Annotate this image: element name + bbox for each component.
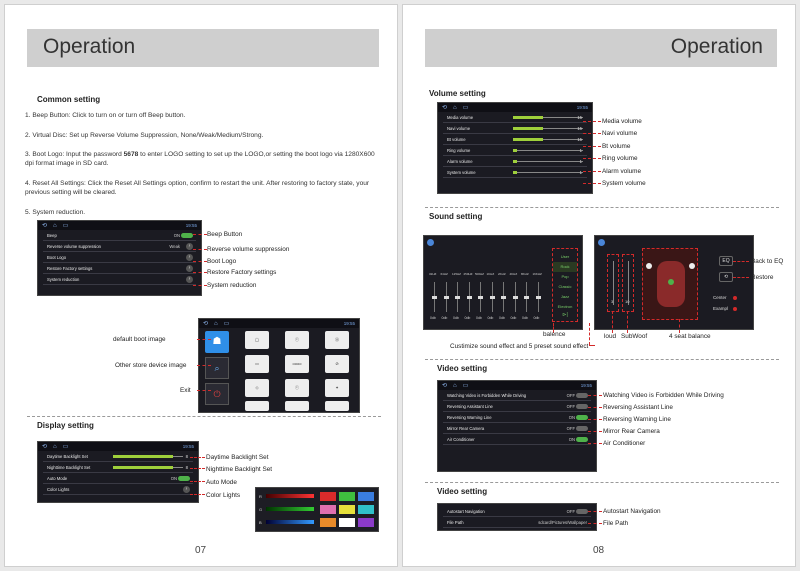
color-swatch[interactable] — [358, 518, 374, 527]
chevron-right-icon: › — [186, 265, 193, 272]
eq-value-label: 0db — [510, 316, 517, 320]
color-swatch[interactable] — [320, 518, 336, 527]
logo-tile[interactable] — [245, 401, 269, 411]
eq-frequency-label: 16KHZ — [532, 272, 542, 276]
logo-tile[interactable] — [325, 401, 349, 411]
red-slider[interactable] — [266, 494, 314, 498]
eq-value-label: 0db — [441, 316, 448, 320]
preset-classic[interactable]: Classic — [558, 284, 572, 289]
row-nighttime-backlight[interactable]: Nighttime Backlight Set 8 — [43, 462, 193, 473]
sound-setting-title: Sound setting — [429, 212, 483, 221]
color-swatch[interactable] — [339, 505, 355, 514]
callout-mirror-camera: Mirror Rear Camera — [603, 428, 660, 435]
loud-slider[interactable]: 3 — [607, 254, 619, 312]
callout-assistant-line: Reversing Assistant Line — [603, 404, 673, 411]
eq-value-label: 0db — [499, 316, 505, 320]
para-boot-logo: 3. Boot Logo: Input the password 5678 to enter LOGO setting to set up the LOGO,or setting the boot logo via 1280X600 dpi format image in SD card. — [25, 151, 375, 167]
row-restore-factory[interactable]: Restore Factory settings › — [43, 263, 196, 274]
preset-electron[interactable]: Electron — [557, 304, 573, 309]
callout-nighttime: Nighttime Backlight Set — [206, 466, 273, 473]
eq-band-knob[interactable] — [501, 296, 506, 299]
callout-default-boot: default boot image — [113, 336, 166, 343]
video-setting-title: Video setting — [437, 364, 488, 373]
center-label[interactable]: Center — [713, 295, 727, 300]
logo-tile[interactable]: ⓥ — [285, 331, 309, 349]
page-title: Operation — [43, 35, 136, 58]
row-color-lights[interactable]: Color Lights › — [43, 484, 193, 495]
callout-color-lights: Color Lights — [206, 492, 241, 499]
color-swatch[interactable] — [320, 505, 336, 514]
row-navi-volume[interactable]: Navi volume 15 — [443, 123, 587, 134]
logo-tile[interactable]: ⓜ — [325, 331, 349, 349]
balance-point-icon — [668, 279, 674, 285]
color-swatch[interactable] — [358, 492, 374, 501]
search-icon[interactable]: ⌕ — [205, 357, 229, 379]
callout-customize: Custimize sound effect and 5 preset sound effect — [450, 343, 589, 350]
callout-media: Media volume — [602, 118, 642, 125]
chevron-right-icon: › — [186, 243, 193, 250]
callout-file-path: File Path — [603, 520, 629, 527]
para-virtual-disc: 2. Virtual Disc: Set up Reverse Volume Suppression, None/Weak/Medium/Strong. — [25, 132, 264, 139]
eq-frequency-label: 64HZ — [440, 272, 448, 276]
callout-subwoofer: SubWoof — [621, 333, 648, 340]
page-title: Operation — [670, 35, 763, 58]
row-watch-video[interactable]: Watching Video is Forbidden While Driving OFF — [443, 390, 591, 401]
eq-band-knob[interactable] — [524, 296, 529, 299]
para-reset: 4. Reset All Settings: Click the Reset All Settings option, confirm to restart the unit. After restoring to factory state, your previous setting will be cleared. — [25, 180, 370, 196]
video-setting-2-title: Video setting — [437, 487, 488, 496]
logo-tile[interactable]: ▭ — [245, 355, 269, 373]
home-icon[interactable] — [598, 239, 605, 246]
logo-tile[interactable]: oooo — [285, 355, 309, 373]
display-settings-screen: ⟲⌂▭ 19:55 Daytime Backlight Set 8 Nighttime Backlight Set 8 Auto Mode ON Color Lights › — [37, 441, 199, 503]
color-swatch[interactable] — [320, 492, 336, 501]
preset-pop[interactable]: Pop — [561, 274, 569, 279]
callout-back-to-eq: Back to EQ — [751, 258, 784, 265]
row-mirror-camera[interactable]: Mirror Rear Camera OFF — [443, 423, 591, 434]
exampl-label[interactable]: Exampl — [713, 306, 729, 311]
eq-frequency-label: 500HZ — [475, 272, 485, 276]
eq-value-label: 0db — [430, 316, 436, 320]
callout-other-store: Other store device image — [115, 362, 187, 369]
eq-value-label: 0db — [522, 316, 528, 320]
logo-tile[interactable]: ◇ — [245, 379, 269, 397]
callout-alarm: Alarm volume — [602, 168, 642, 175]
row-file-path[interactable]: File Path sdcard/Pictures/Wallpaper — [443, 517, 591, 528]
callout-restore: Restore — [751, 274, 774, 281]
android-icon[interactable]: ☗ — [205, 331, 229, 353]
eq-screen — [423, 235, 583, 330]
callout-navi: Navi volume — [602, 130, 638, 137]
row-autostart-nav[interactable]: Autostart Navigation OFF — [443, 506, 591, 517]
callout-watch-video: Watching Video is Forbidden While Driving — [603, 392, 724, 399]
eq-band-knob[interactable] — [455, 296, 460, 299]
eq-frequency-label: 4KHZ — [509, 272, 518, 276]
seat-balance-map[interactable] — [642, 248, 698, 320]
green-slider[interactable] — [266, 507, 314, 511]
chevron-right-icon: › — [183, 486, 190, 493]
eq-value-label: 0db — [533, 316, 540, 320]
chevron-right-icon: › — [186, 254, 193, 261]
callout-balance: balence — [543, 331, 566, 338]
color-lights-screen: R G B — [255, 487, 379, 532]
eq-band-knob[interactable] — [536, 296, 541, 299]
callout-reverse-volume: Reverse volume suppression — [207, 246, 290, 253]
eq-value-label: 0db — [453, 316, 459, 320]
row-bt-volume[interactable]: Bt volume 15 — [443, 134, 587, 145]
callout-seat-balance: 4 seat balance — [669, 333, 711, 340]
boot-logo-screen: ⟲⌂▭ 19:55 ☗ ⌕ ⏻ ◯ ⓥ ⓜ ▭ oooo ⊘ ◇ ⓥ ✦ — [198, 318, 360, 413]
row-warning-line[interactable]: Reversing Warning Line ON — [443, 412, 591, 423]
row-daytime-backlight[interactable]: Daytime Backlight Set 8 — [43, 451, 193, 462]
color-swatch[interactable] — [339, 492, 355, 501]
row-system-reduction[interactable]: System reduction › — [43, 274, 196, 285]
volume-setting-title: Volume setting — [429, 89, 486, 98]
callout-bt: Bt volume — [602, 143, 631, 150]
eq-value-label: 0db — [464, 316, 471, 320]
common-setting-title: Common setting — [37, 95, 101, 104]
eq-frequency-label: 125HZ — [452, 272, 462, 276]
row-air-conditioner[interactable]: Air Conditioner ON — [443, 434, 591, 445]
eq-band-knob[interactable] — [478, 296, 483, 299]
preset-list — [552, 248, 578, 322]
callout-warning-line: Reversing Warning Line — [603, 416, 671, 423]
video-settings-screen: ⟲⌂▭ 19:55 Watching Video is Forbidden While Driving OFF Reversing Assistant Line OFF Reversing Warning Line ON Mirror Rear Camera OFF Air Conditioner ON — [437, 380, 597, 472]
logo-tile[interactable] — [285, 401, 309, 411]
restore-button[interactable]: ⟲ — [719, 272, 733, 282]
preset-rock[interactable]: Rock — [553, 262, 577, 272]
power-icon[interactable]: ⏻ — [205, 383, 229, 405]
row-boot-logo[interactable]: Boot Logo › — [43, 252, 196, 263]
eq-frequency-label: 1KHZ — [486, 272, 495, 276]
logo-tile[interactable]: ⊘ — [325, 355, 349, 373]
display-setting-title: Display setting — [37, 421, 94, 430]
eq-frequency-label: 32HZ — [429, 272, 437, 276]
row-assistant-line[interactable]: Reversing Assistant Line OFF — [443, 401, 591, 412]
eq-value-label: 0db — [476, 316, 482, 320]
logo-tile[interactable]: ◯ — [245, 331, 269, 349]
eq-frequency-label: 250HZ — [463, 272, 473, 276]
row-ring-volume[interactable]: Ring volume 1 — [443, 145, 587, 156]
callout-beep: Beep Button — [207, 231, 243, 238]
subwoofer-slider[interactable]: 10 — [622, 254, 634, 312]
eq-band-knob[interactable] — [432, 296, 437, 299]
row-reverse-volume[interactable]: Reverse volume suppression Weak › — [43, 241, 196, 252]
callout-system-reduction: System reduction — [207, 282, 257, 289]
color-swatch[interactable] — [339, 518, 355, 527]
eq-band-knob[interactable] — [513, 296, 518, 299]
color-swatch[interactable] — [358, 505, 374, 514]
row-alarm-volume[interactable]: Alarm volume 1 — [443, 156, 587, 167]
speaker-icon — [646, 263, 652, 269]
back-to-eq-button[interactable]: EQ — [719, 256, 733, 266]
common-settings-screen: ⟲⌂▭ 19:55 Beep ON Reverse volume suppression Weak › Boot Logo › Restore Factory settings › System reduction › — [37, 220, 202, 296]
balance-screen — [594, 235, 754, 330]
page-08 — [402, 4, 796, 567]
callout-boot-logo: Boot Logo — [207, 258, 237, 265]
row-auto-mode[interactable]: Auto Mode ON — [43, 473, 193, 484]
blue-slider[interactable] — [266, 520, 314, 524]
para-beep: 1. Beep Button: Click to turn on or turn off Beep button. — [25, 112, 186, 119]
eq-value-label: 0db — [487, 316, 494, 320]
eq-band-knob[interactable] — [490, 296, 495, 299]
preset-user[interactable]: User — [560, 254, 570, 259]
eq-frequency-label: 8KHZ — [521, 272, 529, 276]
chevron-right-icon: › — [186, 276, 193, 283]
page-header — [27, 29, 379, 67]
callout-system: System volume — [602, 180, 646, 187]
callout-autostart-nav: Autostart Navigation — [603, 508, 661, 515]
row-media-volume[interactable]: Media volume 15 — [443, 112, 587, 123]
eq-band-knob[interactable] — [444, 296, 449, 299]
eq-frequency-label: 2KHZ — [498, 272, 506, 276]
balance-icon[interactable]: ⊳| — [562, 312, 568, 318]
page-07 — [4, 4, 398, 567]
callout-restore: Restore Factory settings — [207, 269, 277, 276]
page-number: 08 — [593, 545, 605, 556]
nav-settings-screen — [437, 503, 597, 531]
volume-settings-screen: ⟲⌂▭ 19:55 Media volume 15 Navi volume 15 Bt volume 15 Ring volume 1 Alarm volume 1 System volume 1 — [437, 102, 593, 194]
eq-band-knob[interactable] — [467, 296, 472, 299]
callout-daytime: Daytime Backlight Set — [206, 454, 269, 461]
home-icon[interactable] — [427, 239, 434, 246]
row-beep[interactable]: Beep ON — [43, 230, 196, 241]
callout-air-conditioner: Air Conditioner — [603, 440, 646, 447]
logo-tile[interactable]: ✦ — [325, 379, 349, 397]
preset-jazz[interactable]: Jazz — [560, 294, 570, 299]
callout-exit: Exit — [180, 387, 191, 394]
row-system-volume[interactable]: System volume 1 — [443, 167, 587, 178]
page-header — [425, 29, 777, 67]
callout-loud: loud — [604, 333, 617, 340]
para-system-reduction: 5. System reduction. — [25, 209, 86, 216]
callout-auto-mode: Auto Mode — [206, 479, 237, 486]
speaker-icon — [689, 263, 695, 269]
callout-ring: Ring volume — [602, 155, 638, 162]
logo-tile[interactable]: ⓥ — [285, 379, 309, 397]
page-number: 07 — [195, 545, 207, 556]
